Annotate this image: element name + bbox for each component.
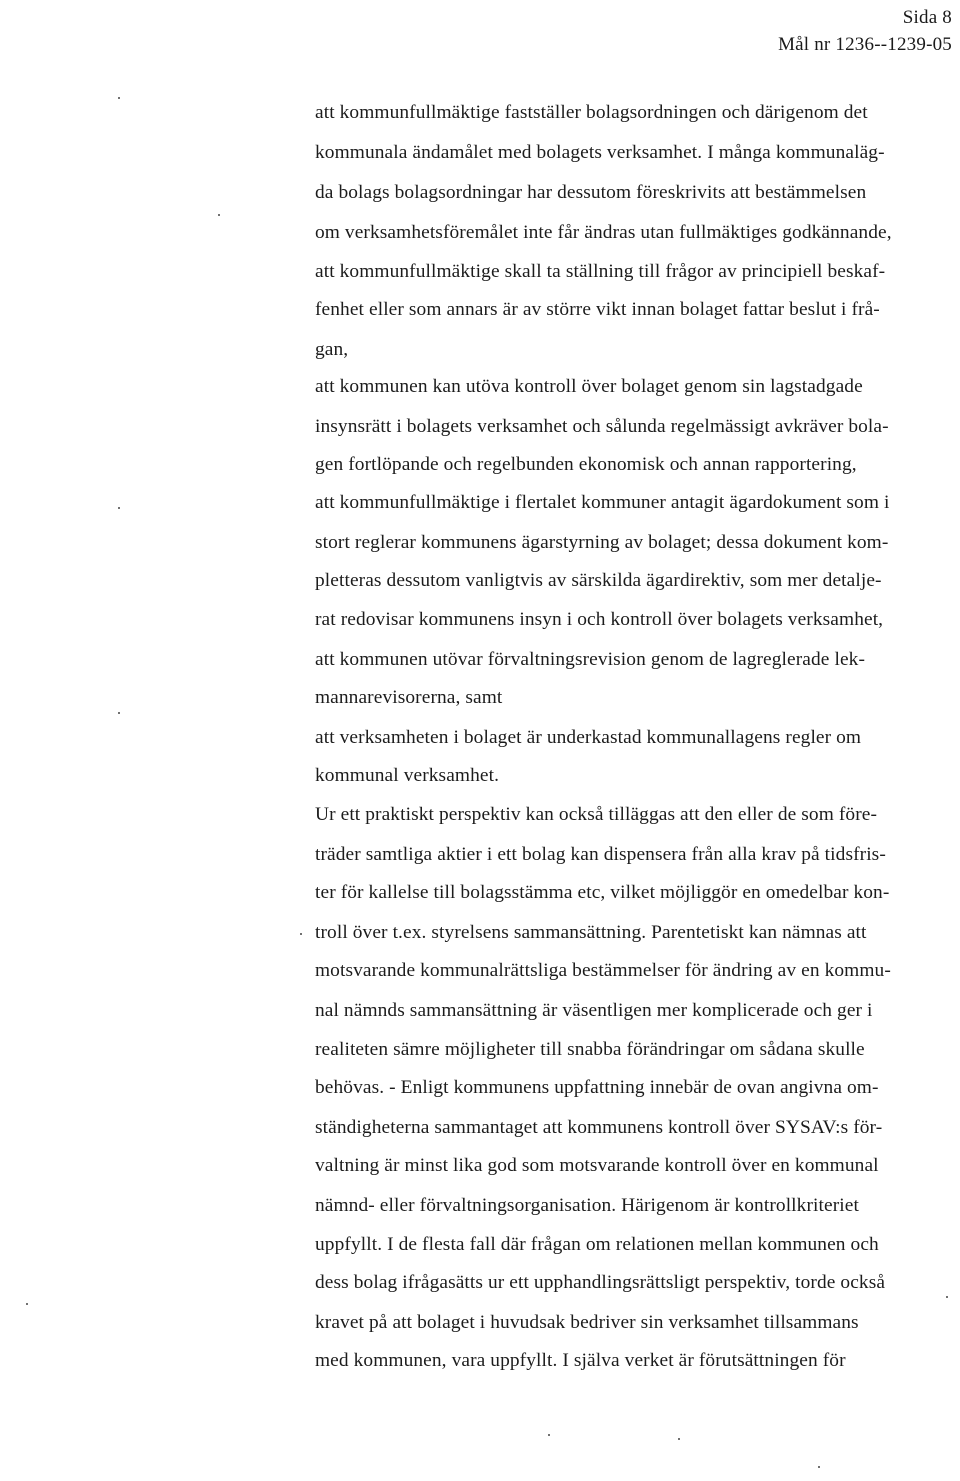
text-line: stort reglerar kommunens ägarstyrning av bolaget; dessa dokument kom- (315, 532, 889, 553)
text-line: att kommunen utövar förvaltningsrevision genom de lagreglerade lek- (315, 649, 866, 670)
text-line: rat redovisar kommunens insyn i och kontroll över bolagets verksamhet, (315, 609, 884, 630)
text-line: att kommunfullmäktige fastställer bolagsordningen och därigenom det (315, 102, 868, 123)
text-line: gan, (315, 339, 349, 360)
scan-speck (678, 1438, 680, 1440)
page-number: Sida 8 (902, 7, 952, 28)
text-line: att verksamheten i bolaget är underkastad kommunallagens regler om (315, 727, 862, 748)
text-line: att kommunfullmäktige skall ta ställning till frågor av principiell beskaf- (315, 261, 886, 282)
text-line: kravet på att bolaget i huvudsak bedriver sin verksamhet tillsammans (315, 1312, 859, 1333)
text-line: dess bolag ifrågasätts ur ett upphandlingsrättsligt perspektiv, torde också (315, 1272, 886, 1293)
text-line: att kommunfullmäktige i flertalet kommuner antagit ägardokument som i (315, 492, 890, 513)
text-line: nal nämnds sammansättning är väsentligen mer komplicerade och ger i (315, 1000, 873, 1021)
text-line: nämnd- eller förvaltningsorganisation. Härigenom är kontrollkriteriet (315, 1195, 859, 1216)
text-line: insynsrätt i bolagets verksamhet och sålunda regelmässigt avkräver bola- (315, 416, 889, 437)
scan-speck (818, 1466, 820, 1468)
scan-speck (118, 97, 120, 99)
text-line: om verksamhetsföremålet inte får ändras utan fullmäktiges godkännande, (315, 222, 892, 243)
text-line: att kommunen kan utöva kontroll över bolaget genom sin lagstadgade (315, 376, 863, 397)
text-line: med kommunen, vara uppfyllt. I själva verket är förutsättningen för (315, 1350, 846, 1371)
scan-speck (548, 1434, 550, 1436)
text-line: pletteras dessutom vanligtvis av särskilda ägardirektiv, som mer detalje- (315, 570, 882, 591)
scan-speck (300, 933, 302, 935)
page-header (778, 4, 952, 58)
scan-speck (118, 507, 120, 509)
text-line: behövas. - Enligt kommunens uppfattning innebär de ovan angivna om- (315, 1077, 879, 1098)
text-line: mannarevisorerna, samt (315, 687, 503, 708)
case-number: Mål nr 1236--1239-05 (778, 34, 952, 55)
text-line: uppfyllt. I de flesta fall där frågan om relationen mellan kommunen och (315, 1234, 879, 1255)
scan-speck (118, 712, 120, 714)
text-line: gen fortlöpande och regelbunden ekonomisk och annan rapportering, (315, 454, 857, 475)
text-line: troll över t.ex. styrelsens sammansättning. Parentetiskt kan nämnas att (315, 922, 867, 943)
text-line: fenhet eller som annars är av större vikt innan bolaget fattar beslut i frå- (315, 299, 880, 320)
text-line: da bolags bolagsordningar har dessutom föreskrivits att bestämmelsen (315, 182, 867, 203)
text-line: valtning är minst lika god som motsvarande kontroll över en kommunal (315, 1155, 879, 1176)
text-line: kommunala ändamålet med bolagets verksamhet. I många kommunaläg- (315, 142, 885, 163)
text-line: ter för kallelse till bolagsstämma etc, vilket möjliggör en omedelbar kon- (315, 882, 890, 903)
text-line: Ur ett praktiskt perspektiv kan också tilläggas att den eller de som före- (315, 804, 878, 825)
scan-speck (26, 1303, 28, 1305)
text-line: ständigheterna sammantaget att kommunens kontroll över SYSAV:s för- (315, 1117, 883, 1138)
text-line: realiteten sämre möjligheter till snabba förändringar om sådana skulle (315, 1039, 865, 1060)
scan-speck (218, 214, 220, 216)
scan-speck (946, 1296, 948, 1298)
text-line: motsvarande kommunalrättsliga bestämmelser för ändring av en kommu- (315, 960, 891, 981)
text-line: kommunal verksamhet. (315, 765, 500, 786)
text-line: träder samtliga aktier i ett bolag kan dispensera från alla krav på tidsfris- (315, 844, 886, 865)
